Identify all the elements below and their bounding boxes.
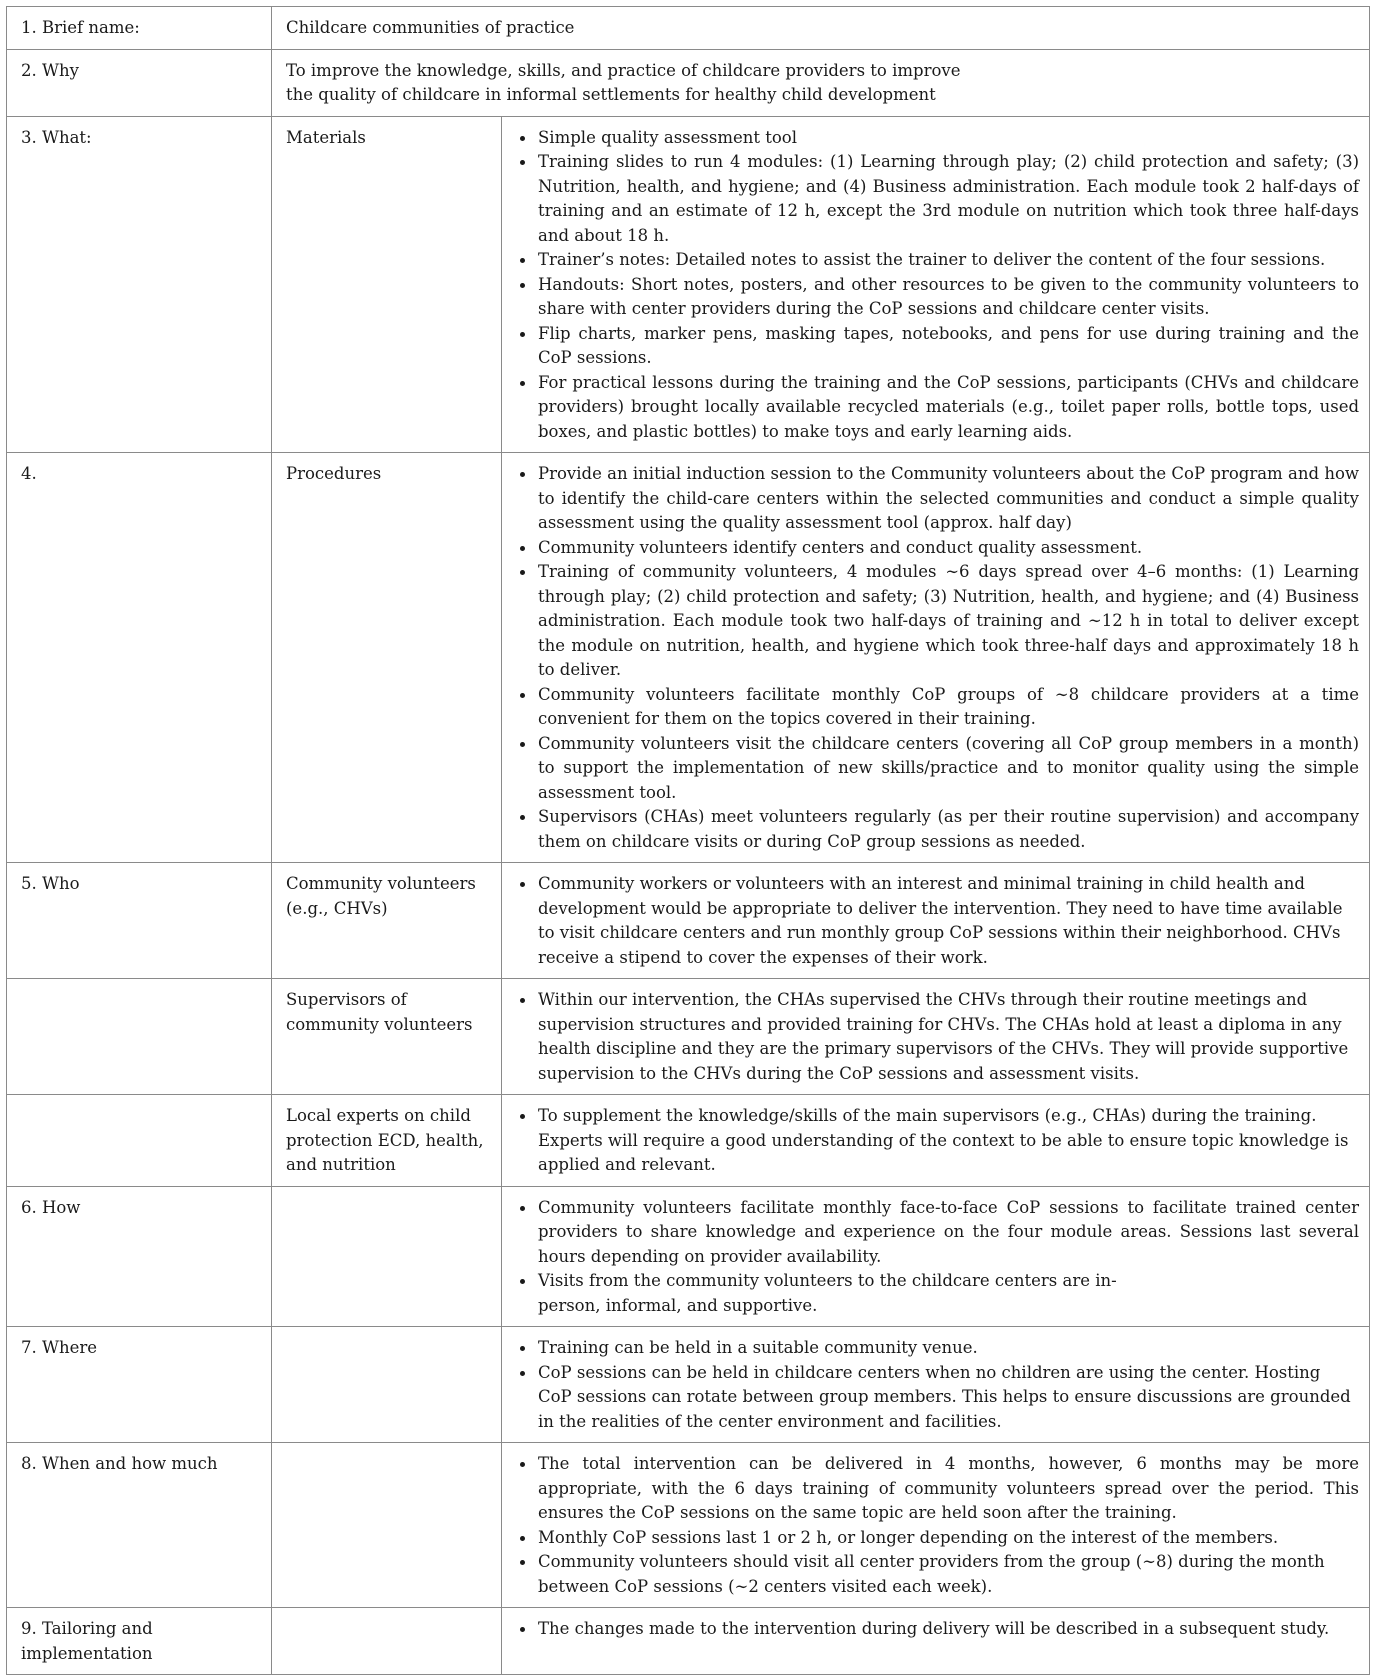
- table-row: [7, 863, 1370, 979]
- table-row: [7, 453, 1370, 863]
- list-item: Community volunteers visit the childcare centers (covering all CoP group members in a month) to support the implementation of new skills/practice and to monitor quality using the simple assessment tool.: [514, 732, 1359, 806]
- why-text: To improve the knowledge, skills, and practice of childcare providers to improve the quality of childcare in informal settlements for healthy child development: [286, 60, 961, 104]
- list-item: Community volunteers identify centers and conduct quality assessment.: [514, 536, 1359, 561]
- list-item: Simple quality assessment tool: [514, 126, 1359, 151]
- list-item: The total intervention can be delivered in 4 months, however, 6 months may be more appropriate, with the 6 days training of community volunteers spread over the period. This ensures the CoP sessions on the same topic are held soon after the training.: [514, 1452, 1359, 1526]
- list-item: Training slides to run 4 modules: (1) Learning through play; (2) child protection and safety; (3) Nutrition, health, and hygiene; and (4) Business administration. Each module took 2 half-days of training and an estimate of 12 h, except the 3rd module on nutrition which took three half-days and about 18 h.: [514, 150, 1359, 248]
- row-subheading: Supervisors of community volunteers: [272, 979, 502, 1095]
- row-content: [502, 979, 1370, 1095]
- list-item: For practical lessons during the training and the CoP sessions, participants (CHVs and childcare providers) brought locally available recycled materials (e.g., toilet paper rolls, bottle tops, used boxes, and plastic bottles) to make toys and early learning aids.: [514, 371, 1359, 445]
- table-row: [7, 116, 1370, 453]
- list-item: Community volunteers should visit all center providers from the group (∼8) during the month between CoP sessions (∼2 centers visited each week).: [514, 1550, 1359, 1599]
- row-subheading: Materials: [272, 116, 502, 453]
- row-label: 4.: [7, 453, 272, 863]
- list-item: Community volunteers facilitate monthly CoP groups of ∼8 childcare providers at a time convenient for them on the topics covered in their training.: [514, 683, 1359, 732]
- list-item: Trainer’s notes: Detailed notes to assist the trainer to deliver the content of the four sessions.: [514, 248, 1359, 273]
- table-row: [7, 1608, 1370, 1675]
- row-label: 9. Tailoring and implementation: [7, 1608, 272, 1675]
- row-content: [502, 116, 1370, 453]
- table-row: [7, 1443, 1370, 1608]
- list-item: CoP sessions can be held in childcare centers when no children are using the center. Hosting CoP sessions can rotate between group members. This helps to ensure discussions are grounded in the realities of the center environment and facilities.: [514, 1361, 1359, 1435]
- row-subheading: Procedures: [272, 453, 502, 863]
- row-label: 1. Brief name:: [7, 7, 272, 50]
- row-label: [7, 979, 272, 1095]
- list-item: Provide an initial induction session to the Community volunteers about the CoP program and how to identify the child-care centers within the selected communities and conduct a simple quality assessment using the quality assessment tool (approx. half day): [514, 462, 1359, 536]
- list-item: Supervisors (CHAs) meet volunteers regularly (as per their routine supervision) and accompany them on childcare visits or during CoP group sessions as needed.: [514, 805, 1359, 854]
- row-content: [502, 1608, 1370, 1675]
- row-content: [502, 1186, 1370, 1327]
- row-subheading: [272, 1443, 502, 1608]
- row-content: [502, 1095, 1370, 1187]
- row-content: [502, 1443, 1370, 1608]
- list-item-text: Visits from the community volunteers to the childcare centers are in-person, informal, and supportive.: [538, 1271, 1117, 1315]
- list-item: [514, 1269, 1359, 1318]
- list-item: Community volunteers facilitate monthly face-to-face CoP sessions to facilitate trained center providers to share knowledge and experience on the four module areas. Sessions last several hours depending on provider availability.: [514, 1196, 1359, 1270]
- list-item: Monthly CoP sessions last 1 or 2 h, or longer depending on the interest of the members.: [514, 1526, 1359, 1551]
- row-subheading: [272, 1608, 502, 1675]
- list-item: To supplement the knowledge/skills of the main supervisors (e.g., CHAs) during the training. Experts will require a good understanding of the context to be able to ensure topic knowledge is applied and relevant.: [514, 1104, 1359, 1178]
- row-subheading: Local experts on child protection ECD, health, and nutrition: [272, 1095, 502, 1187]
- row-label: 6. How: [7, 1186, 272, 1327]
- row-content: [502, 1327, 1370, 1443]
- list-item: Training can be held in a suitable community venue.: [514, 1336, 1359, 1361]
- row-subheading: Community volunteers (e.g., CHVs): [272, 863, 502, 979]
- list-item: Flip charts, marker pens, masking tapes, notebooks, and pens for use during training and the CoP sessions.: [514, 322, 1359, 371]
- brief-name-value: Childcare communities of practice: [272, 7, 1370, 50]
- row-label: 7. Where: [7, 1327, 272, 1443]
- table-row: [7, 49, 1370, 116]
- row-content: [502, 453, 1370, 863]
- list-item: The changes made to the intervention during delivery will be described in a subsequent study.: [514, 1617, 1359, 1642]
- row-label: 5. Who: [7, 863, 272, 979]
- table-row: [7, 1095, 1370, 1187]
- list-item: Handouts: Short notes, posters, and other resources to be given to the community volunteers to share with center providers during the CoP sessions and childcare center visits.: [514, 273, 1359, 322]
- row-subheading: [272, 1327, 502, 1443]
- row-label: 2. Why: [7, 49, 272, 116]
- table-row: [7, 7, 1370, 50]
- table-row: [7, 979, 1370, 1095]
- row-subheading: [272, 1186, 502, 1327]
- row-content: [502, 863, 1370, 979]
- row-label: 3. What:: [7, 116, 272, 453]
- row-label: [7, 1095, 272, 1187]
- list-item: Within our intervention, the CHAs supervised the CHVs through their routine meetings and supervision structures and provided training for CHVs. The CHAs hold at least a diploma in any health discipline and they are the primary supervisors of the CHVs. They will provide supportive supervision to the CHVs during the CoP sessions and assessment visits.: [514, 988, 1359, 1086]
- table-row: [7, 1186, 1370, 1327]
- intervention-description-table: [6, 6, 1370, 1675]
- row-label: 8. When and how much: [7, 1443, 272, 1608]
- table-row: [7, 1327, 1370, 1443]
- list-item: Community workers or volunteers with an interest and minimal training in child health and development would be appropriate to deliver the intervention. They need to have time available to visit childcare centers and run monthly group CoP sessions within their neighborhood. CHVs receive a stipend to cover the expenses of their work.: [514, 872, 1359, 970]
- list-item: Training of community volunteers, 4 modules ∼6 days spread over 4–6 months: (1) Learning through play; (2) child protection and safety; (3) Nutrition, health, and hygiene; and (4) Business administration. Each module took two half-days of training and ∼12 h in total to deliver except the module on nutrition, health, and hygiene which took three-half days and approximately 18 h to deliver.: [514, 560, 1359, 683]
- why-value: [272, 49, 1370, 116]
